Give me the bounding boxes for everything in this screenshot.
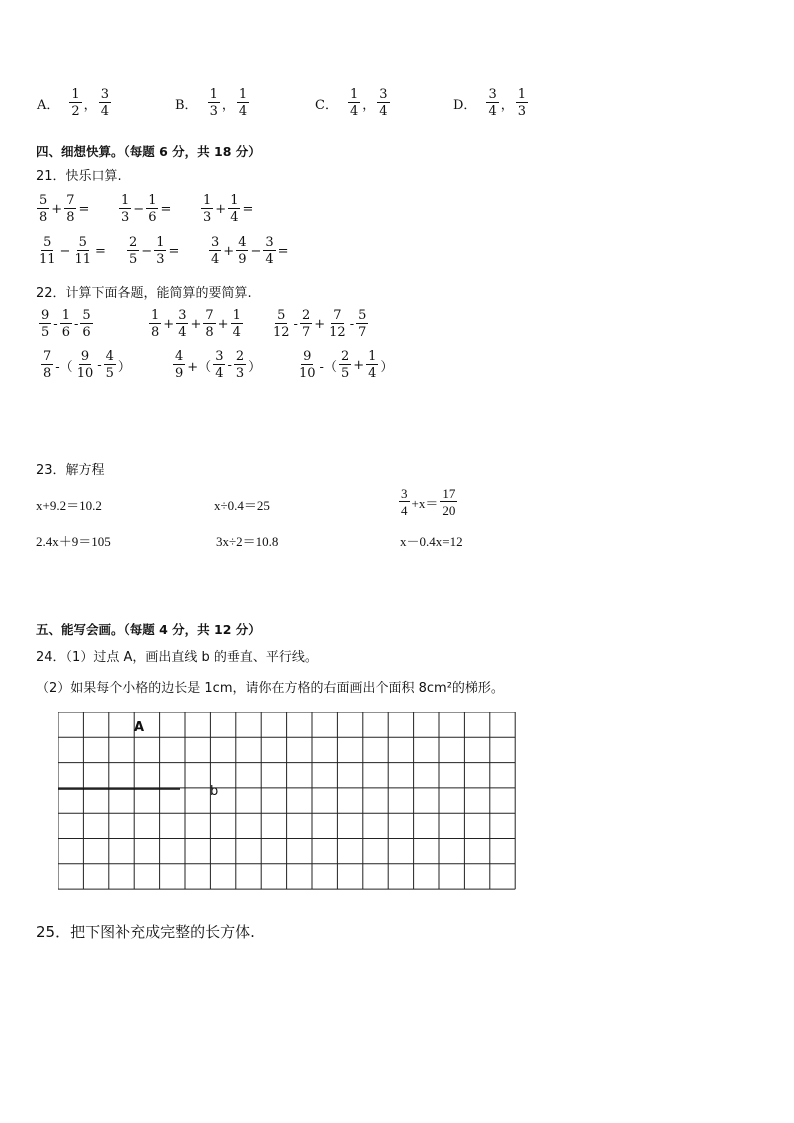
operator: −	[133, 201, 145, 217]
fraction: $\frac{4}{5}$	[105, 349, 114, 381]
operator: ）	[117, 359, 131, 375]
fraction: $\frac{5}{11}$	[74, 235, 91, 267]
operator: +	[215, 201, 227, 217]
q22-title: 22．计算下面各题，能简算的要简算.	[36, 286, 252, 301]
operator: +	[353, 357, 365, 373]
choice-label: D．	[453, 97, 477, 113]
fraction: $\frac{5}{6}$	[82, 308, 91, 340]
line-b-label: b	[210, 784, 219, 799]
fraction: $\frac{1}{3}$	[121, 193, 130, 225]
fraction: $\frac{2}{5}$	[340, 349, 350, 381]
expression	[126, 235, 180, 266]
operator: -	[349, 316, 355, 332]
fraction: $\frac{3}{4}$	[488, 87, 497, 119]
equation-6: x－0.4x=12	[400, 534, 463, 549]
q21-title: 21．快乐口算.	[36, 169, 122, 184]
fraction: $\frac{1}{4}$	[238, 87, 248, 119]
eq3-fraction-right: $\frac{17}{20}$	[442, 486, 456, 518]
fraction: $\frac{7}{12}$	[329, 308, 346, 340]
equation-5: 3x÷2＝10.8	[216, 534, 279, 549]
choice-label: A．	[37, 97, 60, 113]
expression	[38, 308, 94, 339]
fraction: $\frac{1}{4}$	[368, 349, 377, 381]
operator: +	[51, 201, 63, 217]
operator: -	[97, 357, 102, 373]
choice-option	[452, 88, 529, 118]
fraction: $\frac{5}{12}$	[273, 308, 290, 340]
operator: -	[227, 357, 232, 373]
choice-option	[36, 88, 112, 118]
equation-4: 2.4x＋9＝105	[36, 534, 111, 549]
fraction: $\frac{7}{8}$	[66, 193, 75, 225]
operator: +	[223, 243, 235, 259]
q24-part-1: 24．（1）过点 A，画出直线 b 的垂直、平行线。	[36, 650, 318, 665]
fraction: $\frac{4}{9}$	[238, 235, 247, 267]
operator: =	[168, 243, 180, 259]
expression	[148, 308, 244, 339]
operator: =	[78, 201, 90, 217]
expression	[200, 193, 254, 224]
fraction: $\frac{7}{8}$	[43, 349, 52, 381]
q24-part-2: （2）如果每个小格的边长是 1cm，请你在方格的右面画出个面积 8cm²的梯形。	[36, 681, 504, 696]
operator: -	[293, 316, 298, 332]
fraction: $\frac{2}{7}$	[301, 308, 311, 340]
expression	[118, 193, 172, 224]
choice-label: C．	[315, 97, 338, 113]
fraction: $\frac{5}{8}$	[39, 193, 48, 225]
operator: -（	[55, 359, 73, 375]
fraction: $\frac{1}{3}$	[209, 87, 218, 119]
choice-label: B．	[175, 97, 198, 113]
operator: =	[95, 243, 106, 259]
expression	[172, 349, 262, 380]
operator: −	[141, 243, 153, 259]
fraction: $\frac{1}{4}$	[230, 193, 239, 225]
fraction: $\frac{1}{3}$	[203, 193, 212, 225]
section-4-heading: 四、细想快算。（每题 6 分，共 18 分）	[36, 144, 261, 159]
choice-option	[314, 88, 391, 118]
expression	[296, 349, 394, 380]
equation-1: x+9.2＝10.2	[36, 498, 102, 513]
q25-title: 25．把下图补充成完整的长方体.	[36, 923, 255, 941]
separator: ，	[362, 97, 376, 113]
fraction: $\frac{2}{5}$	[129, 235, 138, 267]
expression	[36, 235, 107, 266]
fraction: $\frac{1}{8}$	[151, 308, 160, 340]
fraction: $\frac{5}{7}$	[358, 308, 367, 340]
fraction: $\frac{1}{3}$	[517, 87, 527, 119]
fraction: $\frac{7}{8}$	[205, 308, 214, 340]
fraction: $\frac{3}{4}$	[215, 349, 224, 381]
fraction: $\frac{3}{4}$	[100, 87, 109, 119]
choice-option	[174, 88, 250, 118]
fraction: $\frac{3}{4}$	[265, 235, 274, 267]
operator: +	[190, 316, 202, 332]
operator: +	[163, 316, 175, 332]
eq3-fraction-left: $\frac{3}{4}$	[401, 486, 408, 518]
operator: =	[277, 243, 289, 259]
equation-2: x÷0.4＝25	[214, 498, 270, 513]
equation-3	[398, 486, 458, 517]
point-a-label: A	[134, 720, 145, 735]
fraction: $\frac{1}{3}$	[156, 235, 165, 267]
fraction: $\frac{1}{4}$	[349, 87, 359, 119]
q23-title: 23．解方程	[36, 463, 105, 478]
operator: -（	[319, 359, 337, 375]
operator: +	[314, 316, 326, 332]
fraction: $\frac{1}{6}$	[61, 308, 70, 340]
operator: −	[250, 243, 262, 259]
fraction: $\frac{3}{4}$	[211, 235, 220, 267]
operator: -	[73, 316, 79, 332]
separator: ，	[500, 97, 514, 113]
fraction: $\frac{5}{11}$	[39, 235, 56, 267]
operator: =	[242, 201, 254, 217]
operator: =	[160, 201, 172, 217]
operator: +（	[187, 359, 212, 375]
fraction: $\frac{9}{5}$	[41, 308, 50, 340]
separator: ，	[221, 97, 235, 113]
square-grid[interactable]	[58, 712, 528, 892]
expression	[36, 193, 90, 224]
fraction: $\frac{1}{4}$	[232, 308, 241, 340]
fraction: $\frac{3}{4}$	[178, 308, 187, 340]
separator: ，	[83, 97, 97, 113]
fraction: $\frac{9}{10}$	[299, 349, 316, 381]
fraction: $\frac{1}{2}$	[71, 87, 80, 119]
fraction: $\frac{3}{4}$	[379, 87, 388, 119]
operator: −	[59, 243, 71, 259]
operator: ）	[380, 359, 394, 375]
expression	[270, 308, 369, 339]
fraction: $\frac{2}{3}$	[235, 349, 245, 381]
section-5-heading: 五、能写会画。（每题 4 分，共 12 分）	[36, 622, 261, 637]
operator: +	[217, 316, 229, 332]
eq3-middle: +x＝	[411, 495, 439, 511]
fraction: $\frac{4}{9}$	[175, 349, 184, 381]
fraction: $\frac{1}{6}$	[148, 193, 157, 225]
expression	[40, 349, 132, 380]
fraction: $\frac{9}{10}$	[76, 349, 94, 381]
operator: -	[53, 316, 58, 332]
expression	[208, 235, 290, 266]
operator: ）	[248, 359, 262, 375]
